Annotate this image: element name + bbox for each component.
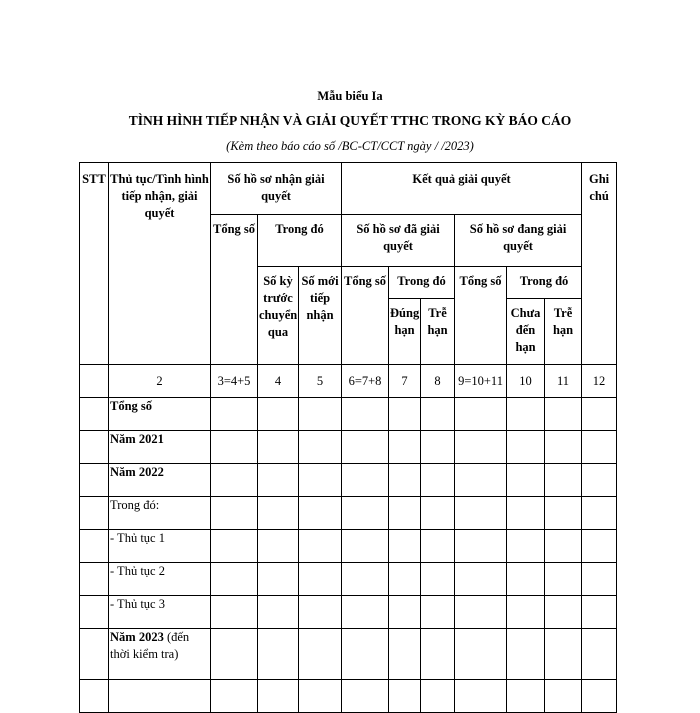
col-notes-header: Ghi chú [582, 163, 617, 365]
row-value-cell [421, 530, 455, 563]
row-value-cell [258, 596, 299, 629]
report-note: (Kèm theo báo cáo số /BC-CT/CCT ngày / /2023) [226, 139, 474, 153]
row-value-cell [455, 680, 507, 713]
table-row [80, 629, 617, 680]
row-value-cell [342, 464, 389, 497]
row-value-cell [258, 431, 299, 464]
row-value-cell [582, 629, 617, 680]
row-value-cell [211, 596, 258, 629]
row-value-cell [421, 497, 455, 530]
row-value-cell [211, 431, 258, 464]
row-value-cell [455, 464, 507, 497]
col-pending-header: Số hồ sơ đang giải quyết [455, 215, 582, 267]
row-value-cell [582, 497, 617, 530]
row-value-cell [342, 398, 389, 431]
row-stt-cell [80, 563, 109, 596]
col-stt-header: STT [80, 163, 109, 365]
report-title: TÌNH HÌNH TIẾP NHẬN VÀ GIẢI QUYẾT TTHC TRONG KỲ BÁO CÁO [128, 113, 572, 128]
row-label-cell [109, 431, 211, 464]
row-value-cell [211, 629, 258, 680]
table-row [80, 530, 617, 563]
row-value-cell [455, 629, 507, 680]
col-resolved-of-which-header: Trong đó [389, 267, 455, 299]
row-value-cell [545, 464, 582, 497]
row-value-cell [389, 629, 421, 680]
row-value-cell [389, 497, 421, 530]
row-value-cell [80, 680, 109, 713]
row-label-cell [109, 596, 211, 629]
col-received-total-header: Tổng số [211, 215, 258, 365]
column-number-cell: 2 [109, 365, 211, 398]
row-value-cell [299, 431, 342, 464]
row-value-cell [507, 530, 545, 563]
col-received-of-which-header: Trong đó [258, 215, 342, 267]
row-value-cell [299, 563, 342, 596]
row-value-cell [211, 398, 258, 431]
row-value-cell [299, 530, 342, 563]
row-label: Năm 2023 [110, 630, 164, 644]
col-pending-total-header: Tổng số [455, 267, 507, 365]
row-value-cell [342, 431, 389, 464]
row-value-cell [582, 596, 617, 629]
row-stt-cell [80, 497, 109, 530]
column-number-cell: 3=4+5 [211, 365, 258, 398]
row-value-cell [389, 431, 421, 464]
row-value-cell [211, 497, 258, 530]
row-label: Tổng số [110, 399, 153, 413]
row-label: Năm 2022 [110, 465, 164, 479]
row-label-cell [109, 398, 211, 431]
row-label: - Thủ tục 2 [110, 564, 165, 578]
column-number-cell: 7 [389, 365, 421, 398]
row-value-cell [545, 596, 582, 629]
column-number-cell: 10 [507, 365, 545, 398]
row-value-cell [545, 563, 582, 596]
row-value-cell [258, 563, 299, 596]
row-value-cell [545, 398, 582, 431]
row-value-cell [389, 398, 421, 431]
row-value-cell [389, 563, 421, 596]
row-value-cell [299, 596, 342, 629]
row-value-cell [455, 530, 507, 563]
row-value-cell [211, 680, 258, 713]
row-value-cell [299, 398, 342, 431]
column-number-cell: 9=10+11 [455, 365, 507, 398]
column-number-row [80, 365, 617, 398]
row-value-cell [582, 530, 617, 563]
col-not-due-header: Chưa đến hạn [507, 299, 545, 365]
row-value-cell [455, 497, 507, 530]
row-value-cell [507, 497, 545, 530]
column-number-cell: 8 [421, 365, 455, 398]
row-value-cell [582, 431, 617, 464]
row-value-cell [421, 596, 455, 629]
row-stt-cell [80, 431, 109, 464]
col-pending-late-header: Trễ hạn [545, 299, 582, 365]
row-value-cell [342, 530, 389, 563]
col-newly-received-header: Số mới tiếp nhận [299, 267, 342, 365]
row-value-cell [545, 497, 582, 530]
table-row [80, 497, 617, 530]
column-number-cell: 11 [545, 365, 582, 398]
table-row [80, 563, 617, 596]
col-resolved-header: Số hồ sơ đã giải quyết [342, 215, 455, 267]
row-value-cell [342, 596, 389, 629]
table-body [80, 365, 617, 713]
row-value-cell [109, 680, 211, 713]
row-label-note: (đến thời kiểm tra) [110, 630, 190, 661]
row-label: - Thủ tục 1 [110, 531, 165, 545]
row-value-cell [258, 398, 299, 431]
row-value-cell [389, 464, 421, 497]
row-value-cell [545, 680, 582, 713]
row-label-cell [109, 497, 211, 530]
row-value-cell [507, 464, 545, 497]
row-value-cell [211, 530, 258, 563]
row-label-cell [109, 530, 211, 563]
col-pending-of-which-header: Trong đó [507, 267, 582, 299]
row-stt-cell [80, 629, 109, 680]
row-value-cell [421, 680, 455, 713]
row-value-cell [507, 398, 545, 431]
row-value-cell [258, 497, 299, 530]
row-value-cell [342, 629, 389, 680]
row-label-cell [109, 563, 211, 596]
row-label: Năm 2021 [110, 432, 164, 446]
row-label-cell [109, 464, 211, 497]
row-value-cell [545, 629, 582, 680]
row-value-cell [258, 629, 299, 680]
row-value-cell [507, 563, 545, 596]
row-stt-cell [80, 464, 109, 497]
row-value-cell [389, 530, 421, 563]
row-value-cell [455, 398, 507, 431]
row-value-cell [455, 563, 507, 596]
row-value-cell [299, 680, 342, 713]
row-value-cell [421, 563, 455, 596]
row-value-cell [211, 464, 258, 497]
row-value-cell [342, 497, 389, 530]
row-value-cell [258, 464, 299, 497]
column-number-cell: 5 [299, 365, 342, 398]
col-carried-over-header: Số kỳ trước chuyển qua [258, 267, 299, 365]
row-value-cell [389, 596, 421, 629]
col-result-header: Kết quả giải quyết [342, 163, 582, 215]
row-label: - Thủ tục 3 [110, 597, 165, 611]
col-procedure-header: Thủ tục/Tình hình tiếp nhận, giải quyết [109, 163, 211, 365]
row-value-cell [582, 464, 617, 497]
table-header [80, 163, 617, 365]
table-row [80, 398, 617, 431]
row-value-cell [507, 629, 545, 680]
table-row [80, 680, 617, 713]
row-value-cell [545, 431, 582, 464]
row-label-cell [109, 629, 211, 680]
row-value-cell [258, 530, 299, 563]
row-value-cell [455, 431, 507, 464]
row-value-cell [342, 680, 389, 713]
row-value-cell [211, 563, 258, 596]
row-value-cell [582, 563, 617, 596]
row-value-cell [421, 629, 455, 680]
row-value-cell [299, 497, 342, 530]
row-label: Trong đó: [110, 498, 160, 512]
row-value-cell [507, 680, 545, 713]
row-value-cell [421, 398, 455, 431]
row-value-cell [582, 680, 617, 713]
column-number-cell: 6=7+8 [342, 365, 389, 398]
row-value-cell [258, 680, 299, 713]
col-received-header: Số hồ sơ nhận giải quyết [211, 163, 342, 215]
row-value-cell [389, 680, 421, 713]
row-value-cell [507, 596, 545, 629]
row-value-cell [421, 431, 455, 464]
row-value-cell [545, 530, 582, 563]
row-value-cell [507, 431, 545, 464]
row-value-cell [299, 464, 342, 497]
table-row [80, 464, 617, 497]
row-stt-cell [80, 596, 109, 629]
col-on-time-header: Đúng hạn [389, 299, 421, 365]
row-value-cell [421, 464, 455, 497]
row-value-cell [342, 563, 389, 596]
form-code: Mẫu biểu Ia [317, 89, 383, 103]
column-number-cell: 12 [582, 365, 617, 398]
table-row [80, 596, 617, 629]
col-late-header: Trễ hạn [421, 299, 455, 365]
row-stt-cell [80, 530, 109, 563]
report-table [79, 162, 617, 713]
row-value-cell [299, 629, 342, 680]
column-number-cell: 4 [258, 365, 299, 398]
row-value-cell [455, 596, 507, 629]
table-row [80, 431, 617, 464]
col-resolved-total-header: Tổng số [342, 267, 389, 365]
column-number-cell [80, 365, 109, 398]
row-stt-cell [80, 398, 109, 431]
row-value-cell [582, 398, 617, 431]
